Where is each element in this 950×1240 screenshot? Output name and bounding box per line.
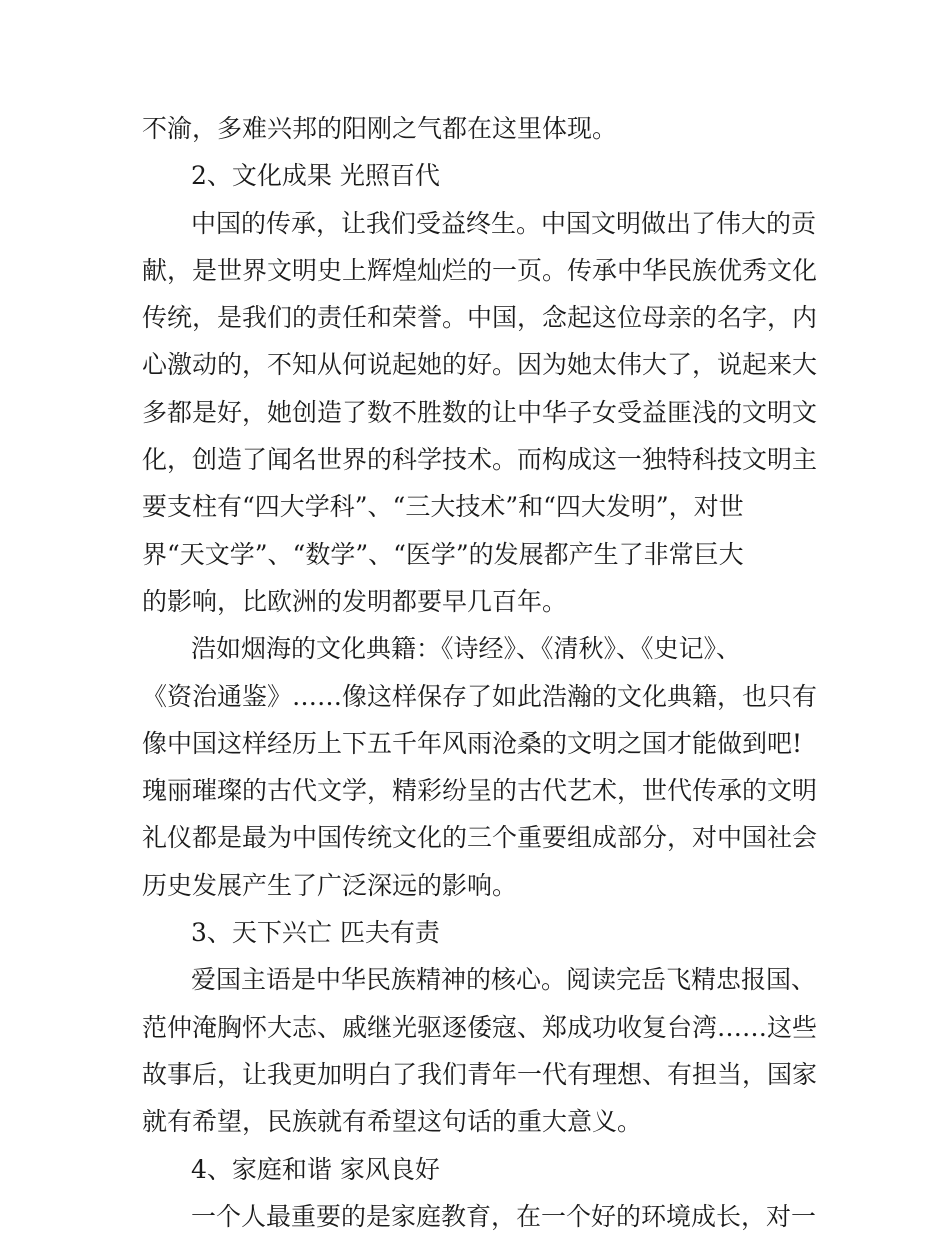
text-line: 就有希望，民族就有希望这句话的重大意义。: [142, 1107, 643, 1137]
text-line: 历史发展产生了广泛深远的影响。: [142, 870, 518, 900]
section-heading-4: 4、家庭和谐 家风良好: [191, 1154, 440, 1184]
text-line: 心激动的，不知从何说起她的好。因为她太伟大了，说起来大: [142, 350, 818, 380]
text-line: 一个人最重要的是家庭教育，在一个好的环境成长，对一: [191, 1201, 817, 1231]
text-line: 范仲淹胸怀大志、戚继光驱逐倭寇、郑成功收复台湾……这些: [142, 1012, 818, 1042]
text-line: 化，创造了闻名世界的科学技术。而构成这一独特科技文明主: [142, 445, 818, 475]
text-line: 礼仪都是最为中国传统文化的三个重要组成部分，对中国社会: [142, 823, 818, 853]
section-heading-2: 2、文化成果 光照百代: [191, 161, 440, 191]
text-line: 界“天文学”、“数学”、“医学”的发展都产生了非常巨大: [142, 539, 744, 569]
text-line: 瑰丽璀璨的古代文学，精彩纷呈的古代艺术，世代传承的文明: [142, 776, 818, 806]
text-line: 中国的传承，让我们受益终生。中国文明做出了伟大的贡: [191, 208, 817, 238]
text-line: 浩如烟海的文化典籍：《诗经》、《清秋》、《史记》、: [191, 634, 742, 664]
text-line: 爱国主语是中华民族精神的核心。阅读完岳飞精忠报国、: [191, 965, 817, 995]
text-line: 《资治通鉴》……像这样保存了如此浩瀚的文化典籍，也只有: [142, 681, 818, 711]
text-line: 多都是好，她创造了数不胜数的让中华子女受益匪浅的文明文: [142, 397, 818, 427]
text-line: 的影响，比欧洲的发明都要早几百年。: [142, 586, 568, 616]
text-line: 像中国这样经历上下五千年风雨沧桑的文明之国才能做到吧!: [142, 728, 803, 758]
text-line: 传统，是我们的责任和荣誉。中国，念起这位母亲的名字，内: [142, 303, 818, 333]
text-line: 不渝，多难兴邦的阳刚之气都在这里体现。: [142, 114, 618, 143]
text-line: 要支柱有“四大学科”、“三大技术”和“四大发明”，对世: [142, 492, 744, 522]
document-body: [142, 105, 818, 1240]
text-line: 献，是世界文明史上辉煌灿烂的一页。传承中华民族优秀文化: [142, 255, 818, 285]
text-line: 故事后，让我更加明白了我们青年一代有理想、有担当，国家: [142, 1059, 818, 1089]
section-heading-3: 3、天下兴亡 匹夫有责: [191, 918, 440, 948]
